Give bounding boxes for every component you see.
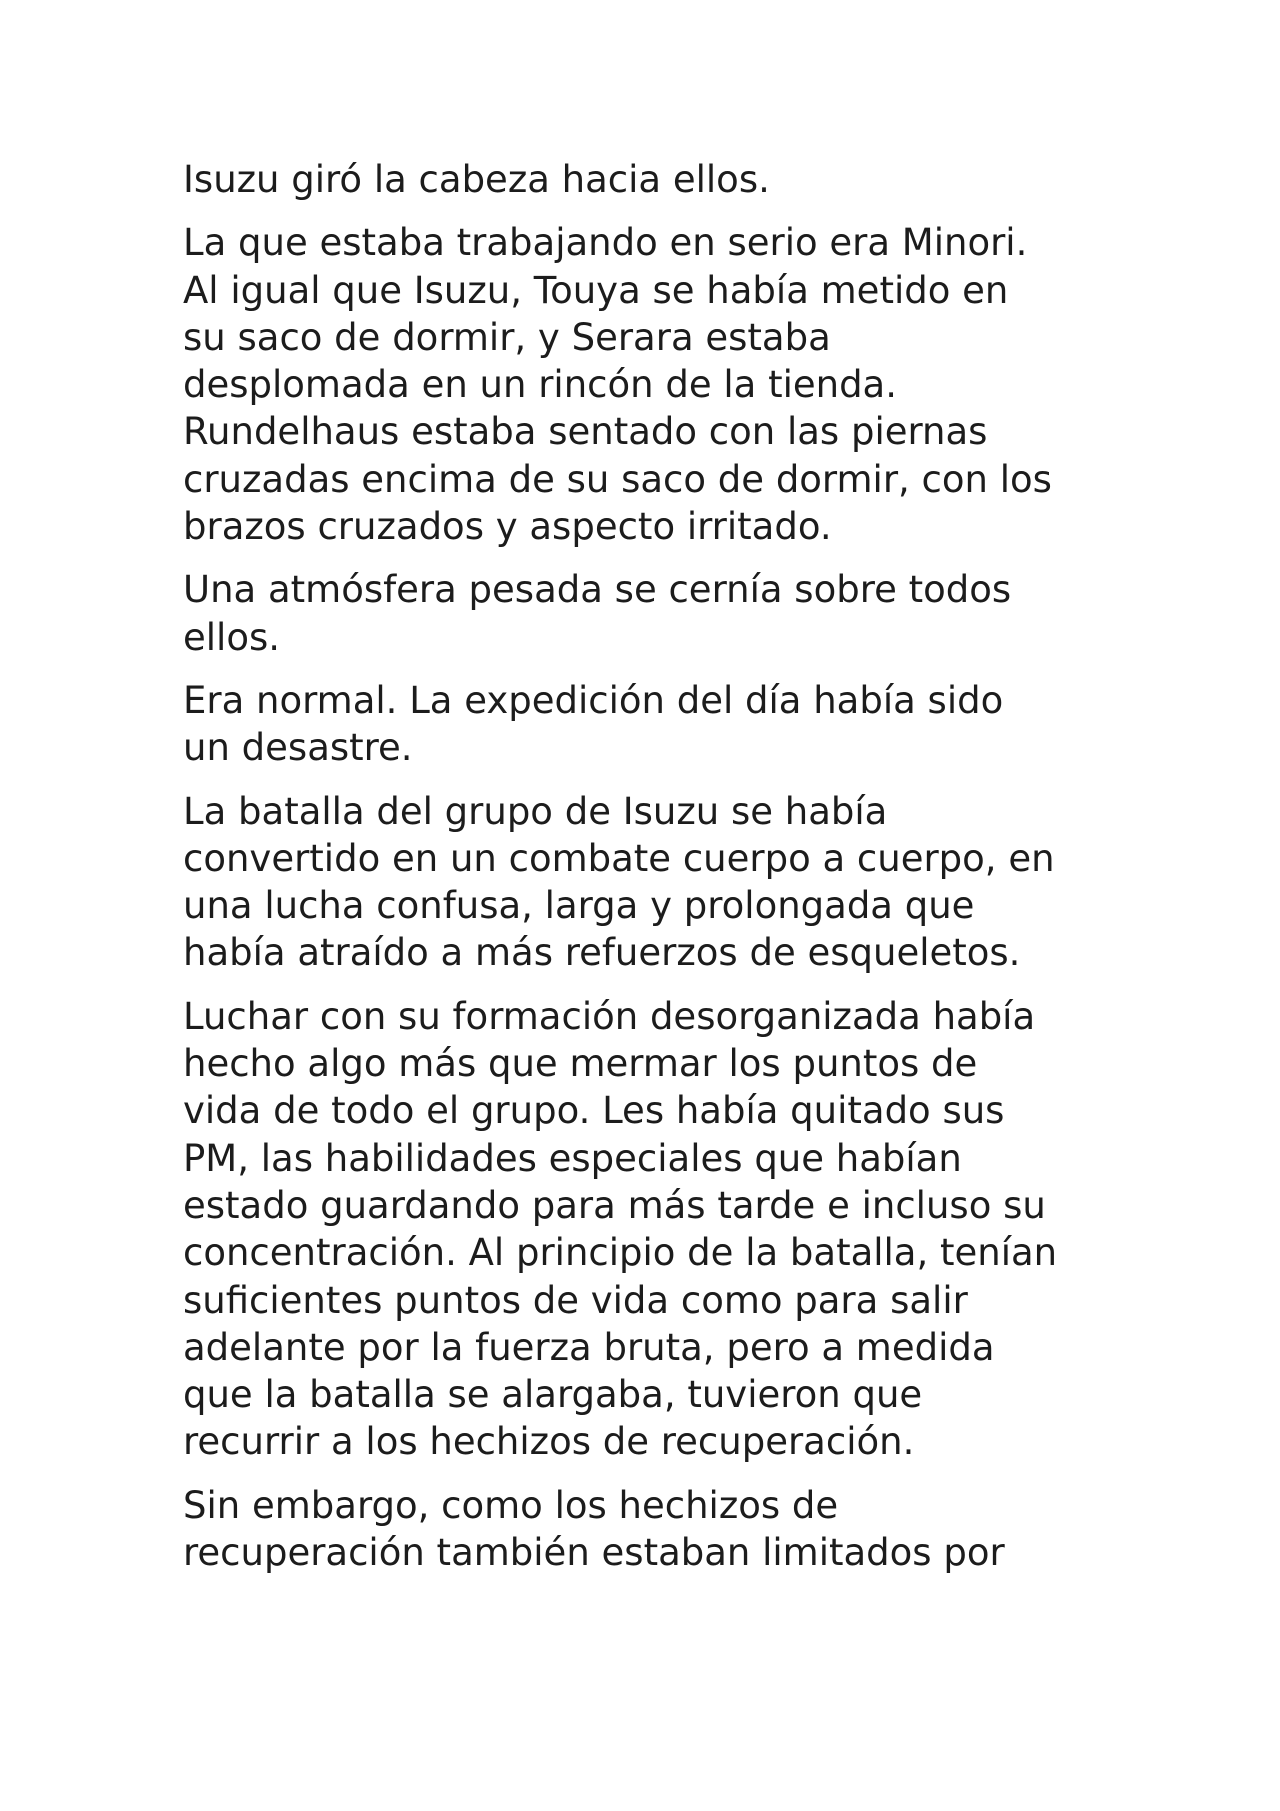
paragraph-6: Luchar con su formación desorganizada había hecho algo más que mermar los puntos de vida de todo el grupo. Les había quitado sus PM, las habilidades especiales que habían estado guardando para más tarde e incluso su concentración. Al principio de la batalla, tenían suficientes puntos de vida como para salir adelante por la fuerza bruta, pero a medida que la batalla se alargaba, tuvieron que recurrir a los hechizos de recuperación. [183,994,1058,1464]
paragraph-4: Era normal. La expedición del día había sido un desastre. [183,678,1004,770]
paragraph-5: La batalla del grupo de Isuzu se había convertido en un combate cuerpo a cuerpo, en una lucha confusa, larga y prolongada que había atraído a más refuerzos de esqueletos. [183,789,1055,975]
paragraph-2: La que estaba trabajando en serio era Minori. Al igual que Isuzu, Touya se había metido en su saco de dormir, y Serara estaba desplomada en un rincón de la tienda. Rundelhaus estaba sentado con las piernas cruzadas encima de su saco de dormir, con los brazos cruzados y aspecto irritado. [183,221,1052,549]
document-body [183,156,1113,1592]
paragraph-1: Isuzu giró la cabeza hacia ellos. [183,158,770,201]
paragraph-7: Sin embargo, como los hechizos de recuperación también estaban limitados por [183,1483,1005,1575]
paragraph-3: Una atmósfera pesada se cernía sobre todos ellos. [183,568,1012,659]
